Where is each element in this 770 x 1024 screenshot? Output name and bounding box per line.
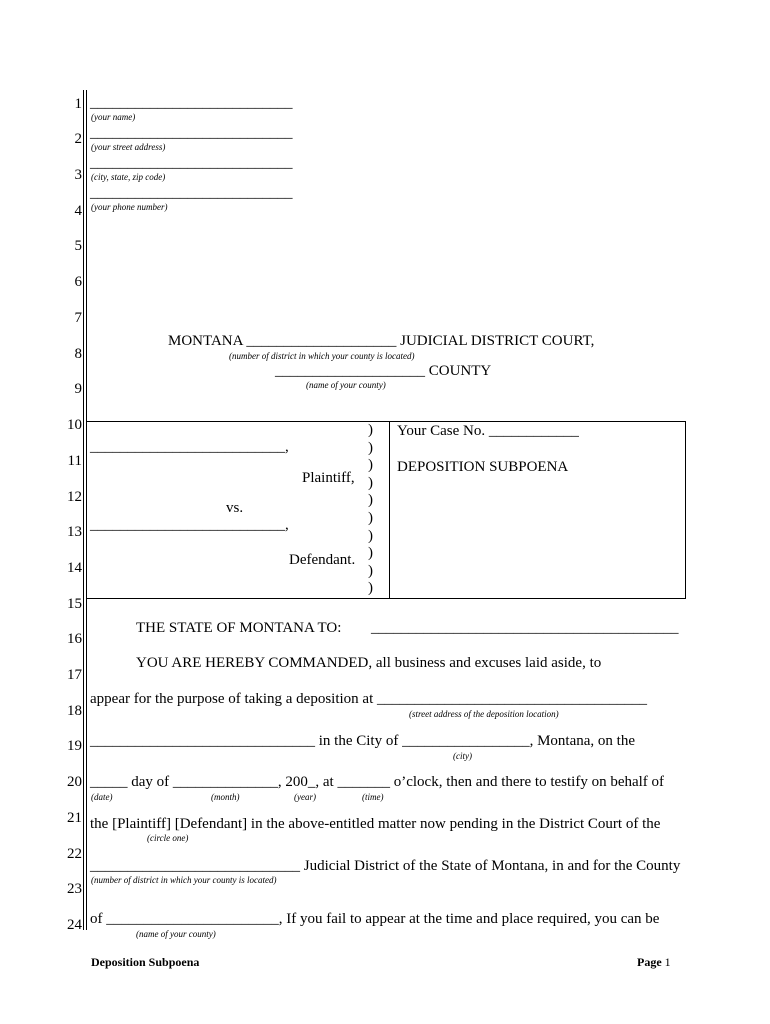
line-number: 8 xyxy=(74,346,82,362)
circle-hint: (circle one) xyxy=(147,833,189,843)
caption-paren: ) xyxy=(368,580,373,597)
line-number: 21 xyxy=(67,810,82,826)
line-number: 23 xyxy=(67,881,82,897)
caption-paren: ) xyxy=(368,562,373,579)
line-number: 24 xyxy=(67,917,82,933)
footer-title: Deposition Subpoena xyxy=(91,955,200,969)
name-label: (your name) xyxy=(91,112,136,122)
street-blank[interactable]: ___________________________ xyxy=(90,125,293,141)
caption-paren: ) xyxy=(368,545,373,562)
state-to: THE STATE OF MONTANA TO: xyxy=(136,620,342,636)
line-number: 20 xyxy=(67,774,82,790)
margin-rule-left xyxy=(83,90,84,930)
time-hint: (time) xyxy=(362,792,384,802)
line-number: 13 xyxy=(67,524,82,540)
footer-page xyxy=(637,955,671,970)
line-number: 9 xyxy=(74,381,82,397)
caption-paren: ) xyxy=(368,422,373,438)
page-number: 1 xyxy=(664,955,671,969)
district-hint: (number of district in which your county is located) xyxy=(91,875,277,885)
city-blank[interactable]: ___________________________ xyxy=(90,155,293,171)
phone-label: (your phone number) xyxy=(91,202,168,212)
court-county-hint: (name of your county) xyxy=(306,380,386,390)
page-label: Page xyxy=(637,955,662,969)
plaintiff-blank[interactable]: __________________________, xyxy=(90,439,289,455)
caption-paren: ) xyxy=(368,492,373,509)
line-number: 7 xyxy=(74,310,82,326)
line-number: 4 xyxy=(74,203,82,219)
line-number: 22 xyxy=(67,846,82,862)
name-blank[interactable]: ___________________________ xyxy=(90,95,293,111)
line-number: 10 xyxy=(67,417,82,433)
line-number: 2 xyxy=(74,131,82,147)
date-line: _____ day of ______________, 200_, at _______ o’clock, then and there to testify on behalf of xyxy=(90,774,665,790)
court-county-line: ____________________ COUNTY xyxy=(275,363,492,379)
caption-paren: ) xyxy=(368,474,373,491)
year-hint: (year) xyxy=(294,792,316,802)
case-number[interactable]: Your Case No. ____________ xyxy=(397,423,579,439)
county-hint: (name of your county) xyxy=(136,929,216,939)
street-label: (your street address) xyxy=(91,142,166,152)
line-number: 6 xyxy=(74,274,82,290)
month-hint: (month) xyxy=(211,792,240,802)
line-number: 18 xyxy=(67,703,82,719)
state-to-blank[interactable]: _________________________________________ xyxy=(371,620,679,636)
line-number: 5 xyxy=(74,238,82,254)
date-hint: (date) xyxy=(91,792,113,802)
district-line: ____________________________ Judicial District of the State of Montana, in and for the County xyxy=(90,858,681,874)
city-line: ______________________________ in the City of _________________, Montana, on the xyxy=(90,733,635,749)
phone-blank[interactable]: ___________________________ xyxy=(90,185,293,201)
line-number: 14 xyxy=(67,560,82,576)
versus-label: vs. xyxy=(226,500,244,516)
court-district-hint: (number of district in which your county is located) xyxy=(229,351,415,361)
line-number: 12 xyxy=(67,489,82,505)
line-number: 3 xyxy=(74,167,82,183)
line-number: 19 xyxy=(67,738,82,754)
county-line: of _______________________, If you fail to appear at the time and place required, you can be xyxy=(90,911,660,927)
plaintiff-label: Plaintiff, xyxy=(302,470,355,486)
defendant-label: Defendant. xyxy=(289,552,356,568)
line-number: 16 xyxy=(67,631,82,647)
caption-paren: ) xyxy=(368,457,373,474)
court-heading: MONTANA ____________________ JUDICIAL DISTRICT COURT, xyxy=(168,333,595,349)
city-label: (city, state, zip code) xyxy=(91,172,166,182)
caption-paren: ) xyxy=(368,510,373,526)
party-line: the [Plaintiff] [Defendant] in the above-entitled matter now pending in the District Court of the xyxy=(90,816,661,832)
line-number: 15 xyxy=(67,596,82,612)
document-title: DEPOSITION SUBPOENA xyxy=(397,459,569,475)
city-hint: (city) xyxy=(453,751,472,761)
line-number: 17 xyxy=(67,667,82,683)
defendant-blank[interactable]: __________________________, xyxy=(90,517,289,533)
line-number: 1 xyxy=(74,96,82,112)
line-number: 11 xyxy=(67,453,82,469)
caption-divider xyxy=(389,421,390,599)
appear-text: appear for the purpose of taking a deposition at ____________________________________ xyxy=(90,691,647,707)
caption-paren: ) xyxy=(368,439,373,456)
location-hint: (street address of the deposition location) xyxy=(409,709,559,719)
commanded-text: YOU ARE HEREBY COMMANDED, all business and excuses laid aside, to xyxy=(136,655,602,671)
caption-paren: ) xyxy=(368,527,373,544)
